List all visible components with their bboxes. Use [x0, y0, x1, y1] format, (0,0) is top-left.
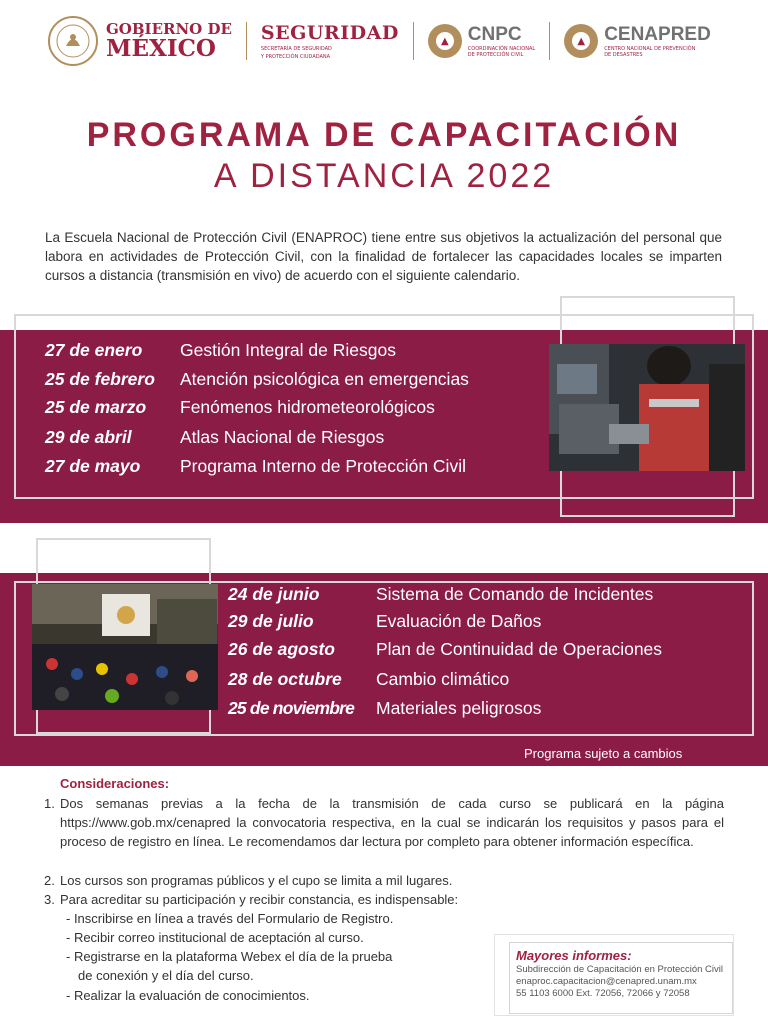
list-item: [44, 871, 724, 890]
contact-phone: 55 1103 6000 Ext. 72056, 72066 y 72058: [516, 988, 690, 999]
cenapred-label: CENAPRED: [604, 24, 711, 45]
course-date: 27 de mayo: [45, 456, 141, 476]
auditorium-photo: [32, 584, 218, 710]
item-text: Los cursos son programas públicos y el cupo se limita a mil lugares.: [60, 873, 453, 888]
course-date: 26 de agosto: [228, 639, 335, 659]
cenapred-logo: [564, 24, 711, 58]
schedule-note: Programa sujeto a cambios: [524, 746, 683, 761]
considerations-title: Consideraciones:: [60, 776, 170, 791]
sub-item: - Recibir correo institucional de aceptación al curso.: [66, 930, 364, 945]
course-name: Evaluación de Daños: [376, 611, 542, 631]
course-date: 25 de noviembre: [228, 698, 355, 718]
item-text: Para acreditar su participación y recibir constancia, es indispensable:: [60, 892, 459, 907]
mexico-seal-icon: [48, 16, 98, 66]
page-subtitle: A DISTANCIA 2022: [213, 157, 555, 195]
item-number: 2.: [44, 873, 55, 888]
cenapred-sub1: CENTRO NACIONAL DE PREVENCIÓN: [604, 46, 696, 52]
course-date: 29 de julio: [228, 611, 314, 631]
list-item: [44, 890, 724, 909]
cnpc-logo: [428, 24, 535, 58]
item-number: 3.: [44, 892, 55, 907]
course-date: 25 de marzo: [45, 397, 147, 417]
contact-email[interactable]: enaproc.capacitacion@cenapred.unam.mx: [516, 976, 697, 987]
sub-item: - Realizar la evaluación de conocimientos.: [66, 988, 310, 1003]
course-name: Cambio climático: [376, 669, 510, 689]
course-name: Plan de Continuidad de Operaciones: [376, 639, 663, 659]
cnpc-sub1: COORDINACIÓN NACIONAL: [467, 46, 536, 52]
seguridad-label: SEGURIDAD: [260, 22, 399, 44]
gobierno-label: GOBIERNO DE: [106, 20, 232, 38]
seguridad-sub1: SECRETARÍA DE SEGURIDAD: [260, 46, 332, 52]
cenapred-sub2: DE DESASTRES: [604, 52, 643, 58]
seguridad-sub2: Y PROTECCIÓN CIUDADANA: [260, 54, 331, 60]
course-name: Materiales peligrosos: [376, 698, 542, 718]
course-date: 24 de junio: [228, 584, 320, 604]
course-name: Atención psicológica en emergencias: [180, 369, 469, 389]
civil-protection-icon: ▲: [428, 24, 462, 58]
divider: [549, 22, 550, 60]
course-date: 25 de febrero: [45, 369, 155, 389]
cnpc-sub2: DE PROTECCIÓN CIVIL: [467, 52, 524, 58]
item-number: 1.: [44, 796, 55, 811]
header-logos: [48, 12, 728, 70]
seguridad-logo: [261, 22, 399, 60]
civil-protection-icon: ▲: [564, 24, 598, 58]
divider: [246, 22, 247, 60]
contact-department: Subdirección de Capacitación en Protección Civil: [516, 964, 724, 975]
divider: [413, 22, 414, 60]
course-date: 27 de enero: [45, 340, 143, 360]
course-name: Atlas Nacional de Riesgos: [180, 427, 385, 447]
course-date: 29 de abril: [45, 427, 132, 447]
intro-paragraph: La Escuela Nacional de Protección Civil (ENAPROC) tiene entre sus objetivos la actualización del personal que labora en actividades de Protección Civil, con la finalidad de fortalecer las capacidades locales se imparten cursos a distancia (transmisión en vivo) de acuerdo con el siguiente calendario.: [45, 230, 722, 283]
gobierno-logo: [48, 16, 232, 66]
mexico-label: MÉXICO: [106, 35, 216, 62]
sub-item: - Inscribirse en línea a través del Formulario de Registro.: [66, 911, 394, 926]
course-name: Fenómenos hidrometeorológicos: [180, 397, 435, 417]
contact-title: Mayores informes:: [516, 948, 632, 963]
list-item: [44, 794, 724, 851]
page-title: PROGRAMA DE CAPACITACIÓN: [86, 116, 682, 154]
course-name: Gestión Integral de Riesgos: [180, 340, 396, 360]
sub-item: de conexión y el día del curso.: [78, 968, 254, 983]
course-date: 28 de octubre: [228, 669, 342, 689]
course-name: Programa Interno de Protección Civil: [180, 456, 466, 476]
course-name: Sistema de Comando de Incidentes: [376, 584, 654, 604]
item-text: Dos semanas previas a la fecha de la transmisión de cada curso se publicará en la página https://www.gob.mx/cenapred la convocatoria respectiva, en la cual se indicarán los requisitos y pasos para el proceso de registro en línea. Le recomendamos dar lectura por completo para obtener información específica.: [60, 796, 724, 849]
training-photo: [549, 344, 745, 471]
cnpc-label: CNPC: [467, 24, 522, 45]
sub-item: - Registrarse en la plataforma Webex el día de la prueba: [66, 949, 393, 964]
